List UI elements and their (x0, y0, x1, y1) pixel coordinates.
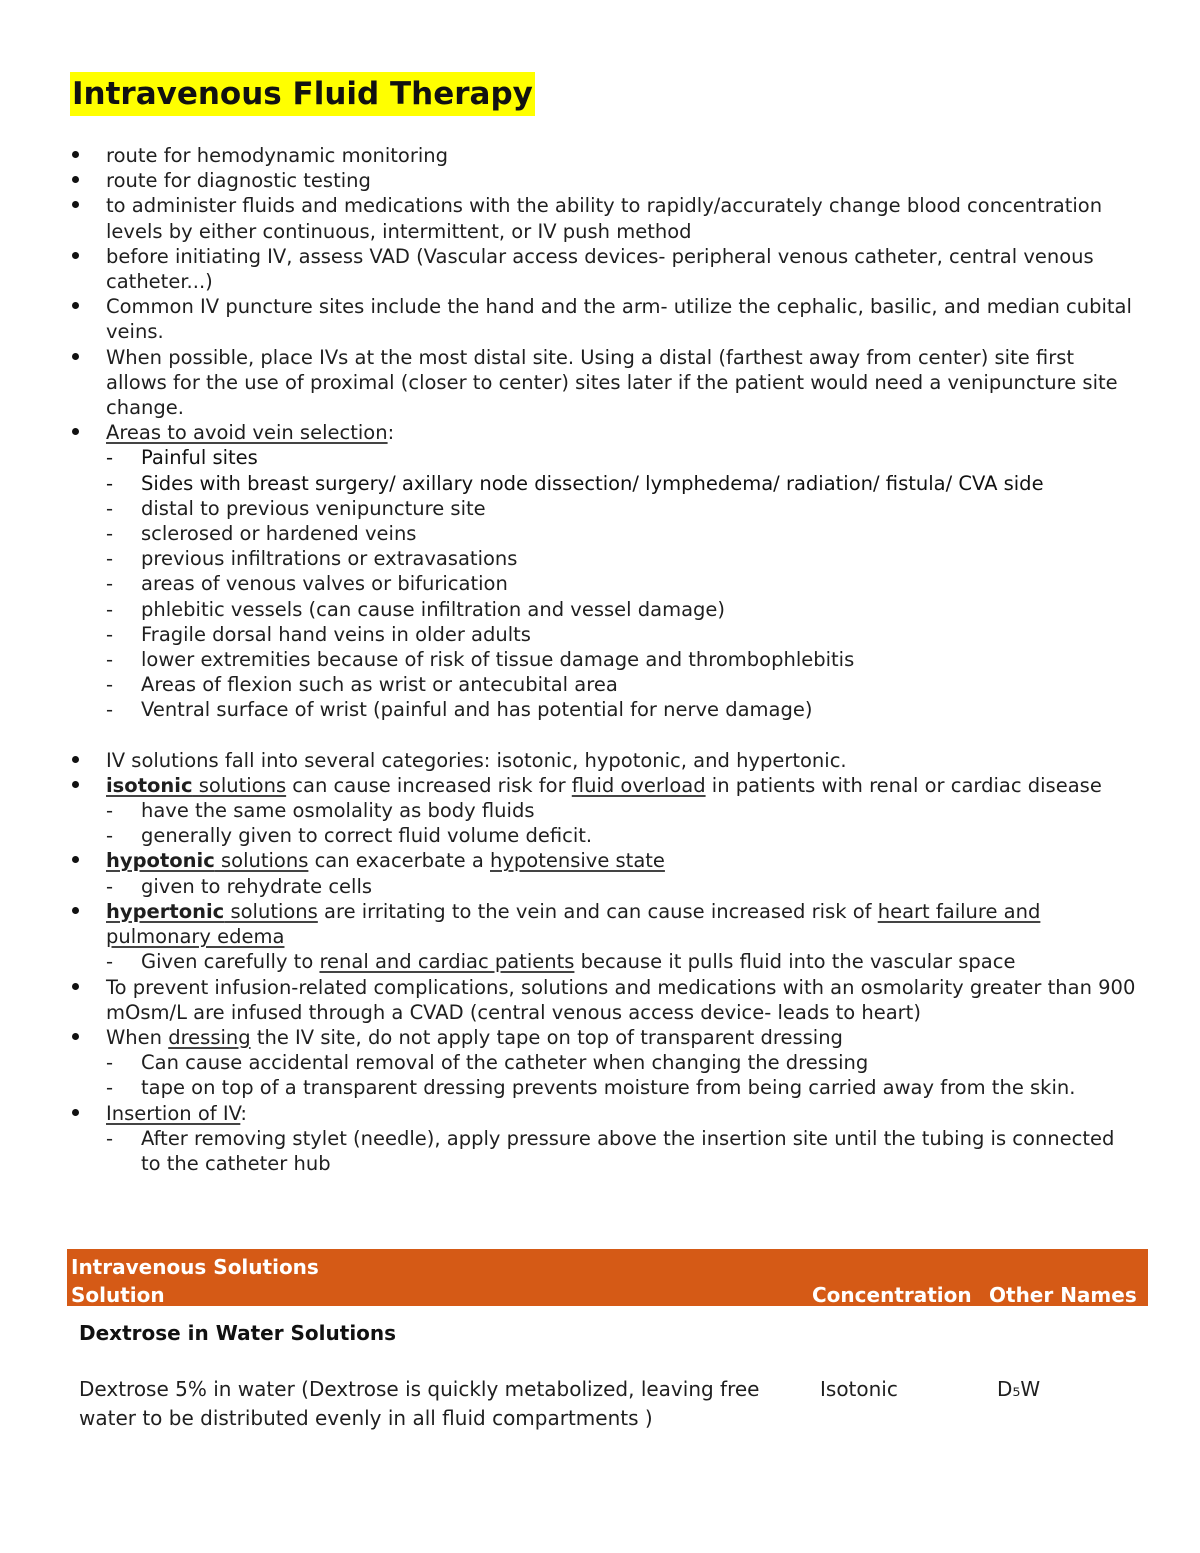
sub-item (70, 546, 1140, 571)
sub-item (70, 798, 1140, 823)
sub-item (70, 521, 1140, 546)
list-item (70, 1101, 1140, 1126)
insertion-heading: Insertion of IV (106, 1101, 241, 1125)
dash-icon: - (106, 698, 114, 722)
sub-item-text: Painful sites (141, 446, 258, 470)
dash-icon: - (106, 496, 114, 520)
hypotensive-term: hypotensive state (490, 849, 665, 873)
sub-item-text: generally given to correct fluid volume deficit. (141, 824, 593, 848)
sub-item (70, 571, 1140, 596)
dash-icon: - (106, 446, 114, 470)
sub-item-text: lower extremities because of risk of tissue damage and thrombophlebitis (141, 648, 855, 672)
dash-icon: - (106, 950, 114, 974)
sub-item (70, 1075, 1140, 1100)
item-text: To prevent infusion-related complications, solutions and medications with an osmolarity greater than 900 mOsm/L are infused through a CVAD (central venous access device- leads to heart) (106, 975, 1136, 1024)
hypertonic-term: hypertonic (106, 899, 225, 923)
sub-item-text: sclerosed or hardened veins (141, 522, 417, 546)
table-group-heading: Dextrose in Water Solutions (79, 1321, 397, 1345)
column-header-concentration: Concentration (812, 1283, 972, 1307)
item-text: route for diagnostic testing (106, 169, 371, 193)
hypotonic-term: hypotonic (106, 849, 215, 873)
spacer (70, 723, 1140, 748)
dash-icon: - (106, 874, 114, 898)
item-text: IV solutions fall into several categories: isotonic, hypotonic, and hypertonic. (106, 748, 847, 772)
solutions-term: solutions (214, 849, 309, 873)
sub-item (70, 597, 1140, 622)
sub-item-text: Sides with breast surgery/ axillary node dissection/ lymphedema/ radiation/ fistula/ CVA side (141, 471, 1044, 495)
sub-item-text: given to rehydrate cells (141, 874, 373, 898)
sub-item-text: areas of venous valves or bifurication (141, 572, 508, 596)
sub-item-text: distal to previous venipuncture site (141, 496, 486, 520)
page-title: Intravenous Fluid Therapy (70, 72, 535, 116)
sub-item-text: Areas of flexion such as wrist or antecubital area (141, 673, 618, 697)
list-item (70, 748, 1140, 773)
list-item (70, 975, 1140, 1025)
list-item (70, 244, 1140, 294)
sub-item-text: Fragile dorsal hand veins in older adults (141, 622, 531, 646)
concentration-cell: Isotonic (820, 1377, 898, 1401)
renal-cardiac-term: renal and cardiac patients (319, 950, 575, 974)
dash-icon: - (106, 471, 114, 495)
sub-item-text: Can cause accidental removal of the catheter when changing the dressing (141, 1051, 869, 1075)
sub-item-text: have the same osmolality as body fluids (141, 799, 535, 823)
dash-icon: - (106, 522, 114, 546)
sub-item-text: Given carefully to (141, 950, 320, 974)
notes-list (70, 143, 1140, 1176)
list-item (70, 193, 1140, 243)
list-item (70, 773, 1140, 798)
item-text: can cause increased risk for (286, 773, 572, 797)
sub-item-text: Ventral surface of wrist (painful and has potential for nerve damage) (141, 698, 813, 722)
solution-cell: Dextrose 5% in water (Dextrose is quickly metabolized, leaving free water to be distributed evenly in all fluid compartments ) (79, 1377, 760, 1430)
item-text: route for hemodynamic monitoring (106, 144, 449, 167)
table-header (67, 1249, 1148, 1306)
item-text: : (240, 1101, 247, 1125)
dressing-term: dressing (168, 1025, 251, 1049)
dash-icon: - (106, 547, 114, 571)
item-text: the IV site, do not apply tape on top of transparent dressing (250, 1025, 843, 1049)
column-header-other-names: Other Names (989, 1283, 1137, 1307)
column-header-solution: Solution (71, 1283, 165, 1307)
item-text: Common IV puncture sites include the hand and the arm- utilize the cephalic, basilic, and median cubital veins. (106, 295, 1132, 344)
dash-icon: - (106, 824, 114, 848)
dash-icon: - (106, 597, 114, 621)
avoid-heading: Areas to avoid vein selection (106, 421, 388, 445)
item-text: : (387, 421, 395, 445)
sub-item-text: previous infiltrations or extravasations (141, 547, 518, 571)
list-item (70, 168, 1140, 193)
list-item (70, 848, 1140, 873)
solutions-term: solutions (224, 899, 318, 923)
list-item (70, 899, 1140, 949)
sub-item-text: After removing stylet (needle), apply pressure above the insertion site until the tubing is connected to the catheter hub (141, 1126, 1115, 1175)
dash-icon: - (106, 673, 114, 697)
item-text: When (106, 1025, 169, 1049)
dash-icon: - (106, 622, 114, 646)
sub-item-text: tape on top of a transparent dressing prevents moisture from being carried away from the skin. (141, 1076, 1076, 1100)
item-text: to administer fluids and medications with the ability to rapidly/accurately change blood concentration levels by either continuous, intermittent, or IV push method (106, 194, 1103, 243)
sub-item (70, 471, 1140, 496)
dash-icon: - (106, 648, 114, 672)
sub-item (70, 1050, 1140, 1075)
sub-item (70, 949, 1140, 974)
sub-item-text: because it pulls fluid into the vascular space (574, 950, 1016, 974)
sub-item (70, 823, 1140, 848)
list-item (70, 294, 1140, 344)
sub-item-text: phlebitic vessels (can cause infiltration and vessel damage) (141, 597, 726, 621)
item-text: before initiating IV, assess VAD (Vascular access devices- peripheral venous catheter, central venous catheter...) (106, 244, 1094, 294)
list-item (70, 1025, 1140, 1050)
list-item (70, 345, 1140, 421)
isotonic-term: isotonic (106, 773, 193, 797)
dash-icon: - (106, 1076, 114, 1100)
list-item (70, 420, 1140, 445)
sub-item (70, 445, 1140, 470)
table-title: Intravenous Solutions (71, 1255, 319, 1279)
other-names-cell: D₅W (997, 1377, 1041, 1401)
dash-icon: - (106, 1051, 114, 1075)
sub-item (70, 1126, 1140, 1176)
fluid-overload-term: fluid overload (571, 773, 706, 797)
heart-failure-term: heart failure and pulmonary edema (106, 899, 1041, 949)
item-text: in patients with renal or cardiac disease (705, 773, 1102, 797)
dash-icon: - (106, 799, 114, 823)
sub-item (70, 622, 1140, 647)
sub-item (70, 672, 1140, 697)
item-text: are irritating to the vein and can cause increased risk of (317, 899, 878, 923)
solutions-term: solutions (192, 773, 287, 797)
dash-icon: - (106, 1126, 114, 1150)
sub-item (70, 647, 1140, 672)
item-text: can exacerbate a (308, 849, 490, 873)
item-text: When possible, place IVs at the most distal site. Using a distal (farthest away from center) site first allows for the use of proximal (closer to center) sites later if the patient would need a venipuncture site change. (106, 345, 1118, 420)
sub-item (70, 874, 1140, 899)
sub-item (70, 496, 1140, 521)
sub-item (70, 697, 1140, 722)
dash-icon: - (106, 572, 114, 596)
list-item (70, 143, 1140, 168)
